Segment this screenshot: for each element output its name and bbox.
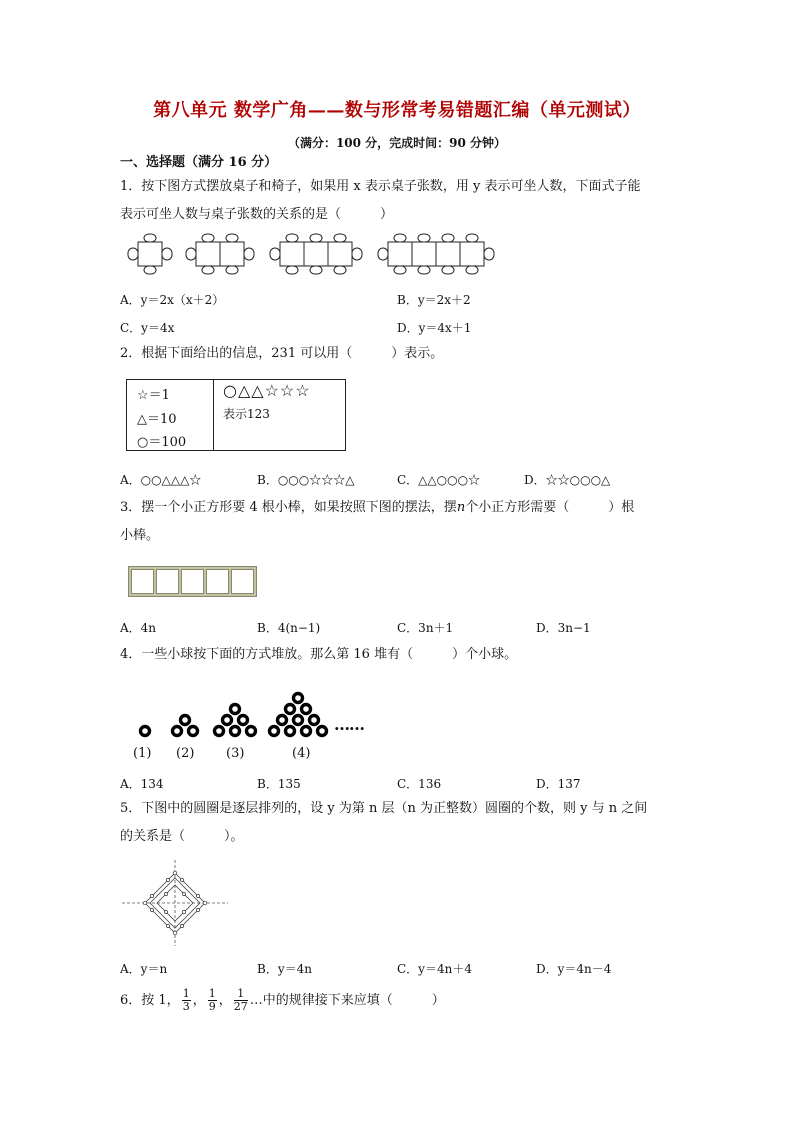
page-subtitle: （满分：100 分，完成时间：90 分钟） bbox=[287, 136, 507, 150]
q3-option-d[interactable]: D．3n−1 bbox=[536, 621, 591, 635]
q3-var: n bbox=[456, 500, 466, 515]
q1-tables-figure bbox=[120, 228, 500, 278]
q3-sticks-figure bbox=[128, 566, 260, 598]
q6-line: 6．按 1， $\frac{1}{3}$ ， $\frac{1}{9}$ ， $\frac{1}{27}$ …中的规律接下来应填（ ） bbox=[120, 987, 445, 1013]
q6-fraction-2-num: 1 bbox=[208, 987, 216, 1000]
q5-option-d[interactable]: D．y＝4n－4 bbox=[536, 962, 612, 976]
page-title: 第八单元 数学广角——数与形常考易错题汇编（单元测试） bbox=[153, 100, 641, 121]
q2-option-d[interactable]: D．☆☆○○○△ bbox=[524, 473, 611, 487]
section-heading: 一、选择题（满分 16 分） bbox=[120, 155, 278, 170]
q6-fraction-1-den: 3 bbox=[182, 1000, 190, 1013]
q2-option-a[interactable]: A．○○△△△☆ bbox=[120, 473, 202, 487]
q3-option-c[interactable]: C．3n＋1 bbox=[397, 621, 454, 635]
q6-fraction-2 bbox=[208, 988, 217, 1013]
q4-option-a[interactable]: A．134 bbox=[120, 777, 164, 791]
q6-fraction-1 bbox=[182, 988, 191, 1013]
legend-triangle: △＝10 bbox=[137, 412, 177, 427]
q5-option-b[interactable]: B．y＝4n bbox=[257, 962, 312, 976]
q2-info-box bbox=[126, 379, 346, 451]
q3-text-b: 个小正方形需要（ ）根 bbox=[465, 500, 635, 515]
q1-option-b[interactable]: B．y＝2x＋2 bbox=[397, 293, 471, 307]
q4-label-3: (3) bbox=[226, 746, 245, 761]
q3-option-a[interactable]: A．4n bbox=[120, 621, 157, 635]
q4-option-c[interactable]: C．136 bbox=[397, 777, 442, 791]
q5-circles-figure bbox=[120, 858, 230, 948]
q1-option-d[interactable]: D．y＝4x＋1 bbox=[397, 321, 472, 335]
example-label: 表示123 bbox=[223, 407, 270, 421]
q1-option-a[interactable]: A．y＝2x（x＋2） bbox=[120, 293, 225, 307]
legend-circle: ○＝100 bbox=[137, 435, 187, 450]
q3-line1 bbox=[120, 494, 634, 522]
q4-label-1: (1) bbox=[133, 746, 152, 761]
q6-fraction-3 bbox=[234, 988, 248, 1013]
q6-fraction-3-num: 1 bbox=[234, 988, 248, 1001]
q1-line1: 1．按下图方式摆放桌子和椅子，如果用 x 表示桌子张数，用 y 表示可坐人数，下面式子能 bbox=[120, 179, 641, 194]
q5-option-a[interactable]: A．y＝n bbox=[120, 962, 168, 976]
q4-option-b[interactable]: B．135 bbox=[257, 777, 301, 791]
q2-option-b[interactable]: B．○○○☆☆☆△ bbox=[257, 473, 355, 487]
q4-option-d[interactable]: D．137 bbox=[536, 777, 581, 791]
q3-option-b[interactable]: B．4(n−1) bbox=[257, 621, 321, 635]
q2-text: 2．根据下面给出的信息，231 可以用（ ）表示。 bbox=[120, 346, 444, 361]
q4-text: 4．一些小球按下面的方式堆放。那么第 16 堆有（ ）个小球。 bbox=[120, 647, 518, 662]
q6-fraction-1-num: 1 bbox=[182, 987, 190, 1000]
q1-line2: 表示可坐人数与桌子张数的关系的是（ ） bbox=[120, 207, 394, 222]
q5-line1: 5．下图中的圆圈是逐层排列的，设 y 为第 n 层（n 为正整数）圆圈的个数，则 y 与 n 之间 bbox=[120, 801, 648, 816]
q2-option-c[interactable]: C．△△○○○☆ bbox=[397, 473, 481, 487]
q3-line2: 小棒。 bbox=[120, 528, 160, 543]
q4-label-4: (4) bbox=[292, 746, 311, 761]
q6-prefix: 6．按 1， bbox=[120, 993, 180, 1008]
q6-fraction-2-den: 9 bbox=[208, 1000, 216, 1013]
q4-label-2: (2) bbox=[176, 746, 195, 761]
q4-ellipsis: …… bbox=[334, 715, 364, 734]
q5-line2: 的关系是（ ）。 bbox=[120, 829, 244, 844]
q3-text-a: 3．摆一个小正方形要 4 根小棒，如果按照下图的摆法，摆 bbox=[120, 500, 457, 515]
q5-option-c[interactable]: C．y＝4n＋4 bbox=[397, 962, 472, 976]
legend-star: ☆＝1 bbox=[137, 388, 170, 403]
q6-fraction-3-den: 27 bbox=[233, 1000, 248, 1013]
q1-option-c[interactable]: C．y＝4x bbox=[120, 321, 175, 335]
example-symbols: ○△△☆☆☆ bbox=[223, 381, 311, 400]
q6-suffix: …中的规律接下来应填（ ） bbox=[249, 993, 445, 1008]
